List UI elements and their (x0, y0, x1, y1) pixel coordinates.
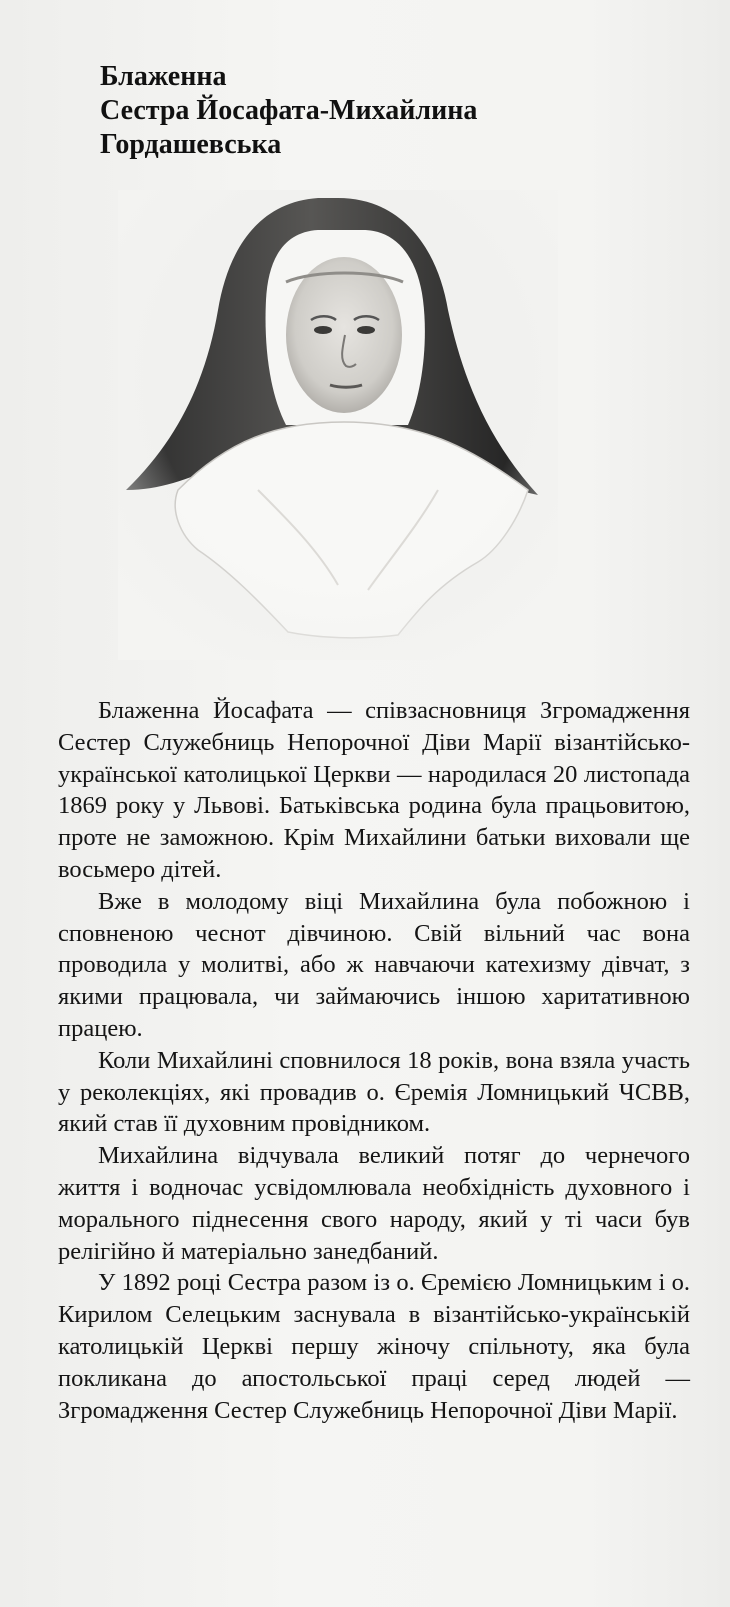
title-line-3: Гордашевська (100, 129, 282, 160)
title-line-1: Блаженна (100, 61, 227, 92)
paragraph-5: У 1892 році Сестра разом із о. Єремією Ломницьким і о. Кирилом Селецьким заснувала в візантійсько-українській католицькій Церкві першу жіночу спільноту, яка була покликана до апостольської праці серед людей — Згромадження Сестер Служебниць Непорочної Діви Марії. (58, 1269, 690, 1424)
body-text (58, 695, 690, 1426)
paragraph-3: Коли Михайлині сповнилося 18 років, вона взяла участь у реколекціях, які провадив о. Єремія Ломницький ЧСВВ, який став її духовним провідником. (58, 1046, 690, 1138)
paragraph-1: Блаженна Йосафата — співзасновниця Згромадження Сестер Служебниць Непорочної Діви Марії візантійсько-української католицької Церкви — народилася 20 листопада 1869 року у Львові. Батьківська родина була працьовитою, проте не заможною. Крім Михайлини батьки виховали ще восьмеро дітей. (58, 697, 690, 883)
portrait-photo (118, 190, 558, 660)
page-title (100, 60, 700, 162)
paragraph-4: Михайлина відчувала великий потяг до чернечого життя і водночас усвідомлювала необхідність духовного і морального піднесення свого народу, який у ті часи був релігійно й матеріально занедбаний. (58, 1142, 690, 1265)
title-line-2: Сестра Йосафата-Михайлина (100, 95, 478, 126)
paragraph-2: Вже в молодому віці Михайлина була побожною і сповненою чеснот дівчиною. Свій вільний час вона проводила у молитві, або ж навчаючи катехизму дівчат, з якими працювала, чи займаючись іншою харитативною працею. (58, 887, 690, 1042)
